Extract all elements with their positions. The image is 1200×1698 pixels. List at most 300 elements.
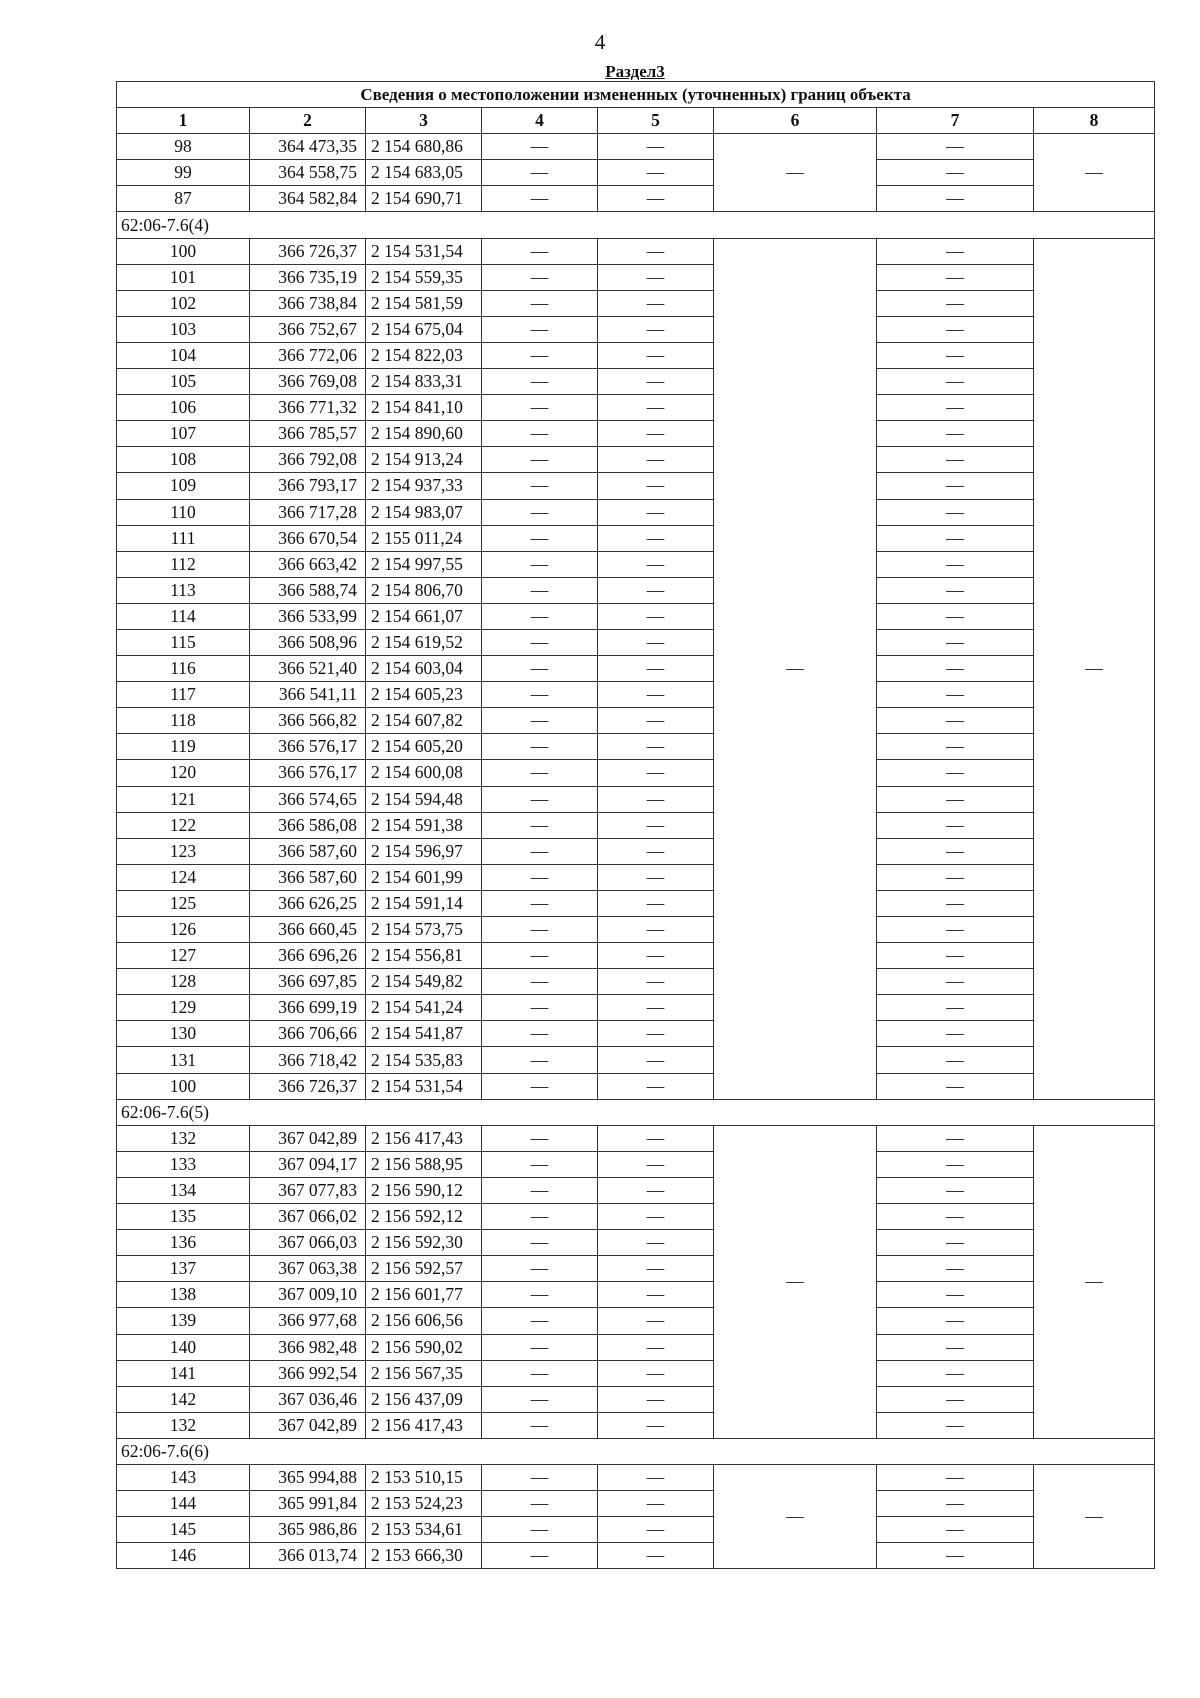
coordinate-y: 2 154 605,20 — [366, 734, 482, 760]
point-number: 122 — [117, 812, 250, 838]
coordinate-x: 366 541,11 — [250, 682, 366, 708]
point-number: 108 — [117, 447, 250, 473]
table-row — [117, 316, 1155, 342]
col4-value: — — [482, 1464, 598, 1490]
point-number: 103 — [117, 316, 250, 342]
col7-value: — — [877, 682, 1034, 708]
col5-value: — — [598, 1334, 714, 1360]
table-row — [117, 1308, 1155, 1334]
coordinate-y: 2 154 591,38 — [366, 812, 482, 838]
col7-value: — — [877, 577, 1034, 603]
col4-value: — — [482, 917, 598, 943]
coordinate-y: 2 154 591,14 — [366, 890, 482, 916]
col5-value: — — [598, 943, 714, 969]
col5-value: — — [598, 995, 714, 1021]
table-row — [117, 890, 1155, 916]
col4-value: — — [482, 1177, 598, 1203]
coordinate-y: 2 154 690,71 — [366, 186, 482, 212]
coordinate-y: 2 154 549,82 — [366, 969, 482, 995]
coordinate-y: 2 154 890,60 — [366, 421, 482, 447]
coordinate-x: 367 042,89 — [250, 1125, 366, 1151]
col7-value: — — [877, 812, 1034, 838]
coordinate-x: 366 699,19 — [250, 995, 366, 1021]
col4-value: — — [482, 577, 598, 603]
col5-value: — — [598, 134, 714, 160]
point-number: 102 — [117, 290, 250, 316]
col7-value: — — [877, 786, 1034, 812]
col7-value: — — [877, 160, 1034, 186]
point-number: 117 — [117, 682, 250, 708]
coordinate-y: 2 154 937,33 — [366, 473, 482, 499]
col8-value: — — [1034, 238, 1155, 1099]
column-header: 6 — [714, 108, 877, 134]
coordinate-x: 366 670,54 — [250, 525, 366, 551]
coordinate-x: 367 094,17 — [250, 1151, 366, 1177]
coordinate-x: 366 697,85 — [250, 969, 366, 995]
table-row — [117, 838, 1155, 864]
col5-value: — — [598, 1047, 714, 1073]
point-number: 109 — [117, 473, 250, 499]
col5-value: — — [598, 421, 714, 447]
coordinate-y: 2 153 510,15 — [366, 1464, 482, 1490]
point-number: 98 — [117, 134, 250, 160]
col4-value: — — [482, 969, 598, 995]
table-row — [117, 1125, 1155, 1151]
point-number: 100 — [117, 238, 250, 264]
table-row — [117, 629, 1155, 655]
point-number: 113 — [117, 577, 250, 603]
point-number: 144 — [117, 1491, 250, 1517]
table-row — [117, 1256, 1155, 1282]
col5-value: — — [598, 525, 714, 551]
col8-value: — — [1034, 1464, 1155, 1568]
point-number: 116 — [117, 656, 250, 682]
col5-value: — — [598, 395, 714, 421]
point-number: 112 — [117, 551, 250, 577]
col7-value: — — [877, 1177, 1034, 1203]
col7-value: — — [877, 1151, 1034, 1177]
col4-value: — — [482, 1386, 598, 1412]
col5-value: — — [598, 1021, 714, 1047]
col4-value: — — [482, 1204, 598, 1230]
col5-value: — — [598, 629, 714, 655]
table-row — [117, 943, 1155, 969]
col5-value: — — [598, 1543, 714, 1569]
point-number: 118 — [117, 708, 250, 734]
point-number: 135 — [117, 1204, 250, 1230]
point-number: 100 — [117, 1073, 250, 1099]
col5-value: — — [598, 1204, 714, 1230]
coordinate-x: 366 785,57 — [250, 421, 366, 447]
col4-value: — — [482, 421, 598, 447]
coordinate-y: 2 154 997,55 — [366, 551, 482, 577]
point-number: 125 — [117, 890, 250, 916]
col7-value: — — [877, 1282, 1034, 1308]
point-number: 130 — [117, 1021, 250, 1047]
col4-value: — — [482, 603, 598, 629]
table-row — [117, 864, 1155, 890]
col4-value: — — [482, 186, 598, 212]
table-row — [117, 447, 1155, 473]
table-row — [117, 421, 1155, 447]
coordinate-x: 366 586,08 — [250, 812, 366, 838]
table-row — [117, 1412, 1155, 1438]
coordinate-y: 2 154 603,04 — [366, 656, 482, 682]
col5-value: — — [598, 656, 714, 682]
coordinate-y: 2 156 437,09 — [366, 1386, 482, 1412]
column-header: 1 — [117, 108, 250, 134]
col7-value: — — [877, 1360, 1034, 1386]
coordinate-y: 2 156 592,30 — [366, 1230, 482, 1256]
column-header: 7 — [877, 108, 1034, 134]
col5-value: — — [598, 760, 714, 786]
point-number: 124 — [117, 864, 250, 890]
coordinate-x: 366 792,08 — [250, 447, 366, 473]
col5-value: — — [598, 186, 714, 212]
point-number: 126 — [117, 917, 250, 943]
col5-value: — — [598, 1491, 714, 1517]
col6-value: — — [714, 238, 877, 1099]
coordinate-x: 366 992,54 — [250, 1360, 366, 1386]
col4-value: — — [482, 1125, 598, 1151]
col7-value: — — [877, 499, 1034, 525]
col5-value: — — [598, 369, 714, 395]
coordinate-y: 2 156 592,57 — [366, 1256, 482, 1282]
point-number: 146 — [117, 1543, 250, 1569]
table-row — [117, 708, 1155, 734]
col4-value: — — [482, 890, 598, 916]
coordinate-x: 367 036,46 — [250, 1386, 366, 1412]
table-row — [117, 812, 1155, 838]
coordinate-y: 2 154 683,05 — [366, 160, 482, 186]
point-number: 115 — [117, 629, 250, 655]
point-number: 110 — [117, 499, 250, 525]
col5-value: — — [598, 1177, 714, 1203]
coordinate-y: 2 153 534,61 — [366, 1517, 482, 1543]
column-header: 2 — [250, 108, 366, 134]
col4-value: — — [482, 395, 598, 421]
point-number: 131 — [117, 1047, 250, 1073]
coordinate-x: 366 696,26 — [250, 943, 366, 969]
coordinate-x: 366 576,17 — [250, 734, 366, 760]
point-number: 134 — [117, 1177, 250, 1203]
coordinate-y: 2 154 531,54 — [366, 1073, 482, 1099]
table-row — [117, 682, 1155, 708]
point-number: 138 — [117, 1282, 250, 1308]
coordinate-y: 2 156 417,43 — [366, 1125, 482, 1151]
coordinate-x: 367 077,83 — [250, 1177, 366, 1203]
col4-value: — — [482, 316, 598, 342]
col4-value: — — [482, 1334, 598, 1360]
col7-value: — — [877, 1230, 1034, 1256]
coordinate-x: 366 982,48 — [250, 1334, 366, 1360]
coordinate-x: 366 738,84 — [250, 290, 366, 316]
table-row — [117, 1517, 1155, 1543]
col4-value: — — [482, 812, 598, 838]
coordinate-y: 2 154 601,99 — [366, 864, 482, 890]
table-row — [117, 290, 1155, 316]
point-number: 133 — [117, 1151, 250, 1177]
col7-value: — — [877, 708, 1034, 734]
section-label: Раздел3 — [605, 62, 665, 81]
col7-value: — — [877, 551, 1034, 577]
col7-value: — — [877, 864, 1034, 890]
col4-value: — — [482, 551, 598, 577]
col4-value: — — [482, 1360, 598, 1386]
coordinate-x: 366 013,74 — [250, 1543, 366, 1569]
coordinate-y: 2 154 605,23 — [366, 682, 482, 708]
col5-value: — — [598, 577, 714, 603]
coordinate-y: 2 154 573,75 — [366, 917, 482, 943]
col6-value: — — [714, 1125, 877, 1438]
col5-value: — — [598, 1412, 714, 1438]
coordinate-y: 2 156 588,95 — [366, 1151, 482, 1177]
table-row — [117, 1204, 1155, 1230]
coordinate-x: 366 576,17 — [250, 760, 366, 786]
col5-value: — — [598, 551, 714, 577]
table-row — [117, 656, 1155, 682]
point-number: 111 — [117, 525, 250, 551]
col4-value: — — [482, 708, 598, 734]
coordinate-y: 2 154 596,97 — [366, 838, 482, 864]
point-number: 121 — [117, 786, 250, 812]
coordinate-x: 367 063,38 — [250, 1256, 366, 1282]
coordinate-x: 366 533,99 — [250, 603, 366, 629]
col7-value: — — [877, 395, 1034, 421]
point-number: 99 — [117, 160, 250, 186]
col4-value: — — [482, 499, 598, 525]
coordinate-x: 366 587,60 — [250, 864, 366, 890]
col5-value: — — [598, 1308, 714, 1334]
col7-value: — — [877, 1204, 1034, 1230]
coordinate-x: 367 066,02 — [250, 1204, 366, 1230]
point-number: 132 — [117, 1125, 250, 1151]
col5-value: — — [598, 1151, 714, 1177]
coordinate-x: 366 793,17 — [250, 473, 366, 499]
col4-value: — — [482, 682, 598, 708]
coordinate-x: 366 588,74 — [250, 577, 366, 603]
coordinate-x: 366 726,37 — [250, 1073, 366, 1099]
col7-value: — — [877, 734, 1034, 760]
col5-value: — — [598, 1282, 714, 1308]
coordinate-x: 365 986,86 — [250, 1517, 366, 1543]
col7-value: — — [877, 995, 1034, 1021]
col8-value: — — [1034, 1125, 1155, 1438]
coordinate-x: 365 994,88 — [250, 1464, 366, 1490]
table-row — [117, 1230, 1155, 1256]
col4-value: — — [482, 786, 598, 812]
col7-value: — — [877, 838, 1034, 864]
col5-value: — — [598, 499, 714, 525]
col4-value: — — [482, 1543, 598, 1569]
col7-value: — — [877, 1464, 1034, 1490]
coordinate-y: 2 154 535,83 — [366, 1047, 482, 1073]
point-number: 142 — [117, 1386, 250, 1412]
col4-value: — — [482, 943, 598, 969]
coordinate-y: 2 154 619,52 — [366, 629, 482, 655]
coordinate-y: 2 156 567,35 — [366, 1360, 482, 1386]
col7-value: — — [877, 1047, 1034, 1073]
col5-value: — — [598, 1386, 714, 1412]
column-header: 4 — [482, 108, 598, 134]
col5-value: — — [598, 238, 714, 264]
col4-value: — — [482, 1412, 598, 1438]
col5-value: — — [598, 160, 714, 186]
coordinate-x: 366 587,60 — [250, 838, 366, 864]
table-row — [117, 1360, 1155, 1386]
col7-value: — — [877, 1543, 1034, 1569]
contour-label: 62:06-7.6(4) — [117, 212, 1155, 238]
col4-value: — — [482, 369, 598, 395]
table-row — [117, 264, 1155, 290]
col4-value: — — [482, 656, 598, 682]
col4-value: — — [482, 1151, 598, 1177]
table-row — [117, 1151, 1155, 1177]
table-row — [117, 917, 1155, 943]
col5-value: — — [598, 812, 714, 838]
coordinate-x: 366 574,65 — [250, 786, 366, 812]
coordinate-x: 366 566,82 — [250, 708, 366, 734]
col5-value: — — [598, 473, 714, 499]
coordinate-x: 366 772,06 — [250, 342, 366, 368]
table-row — [117, 1491, 1155, 1517]
table-row — [117, 786, 1155, 812]
coordinate-x: 366 706,66 — [250, 1021, 366, 1047]
coordinate-y: 2 156 601,77 — [366, 1282, 482, 1308]
table-row — [117, 134, 1155, 160]
group-header-row — [117, 1438, 1155, 1464]
col4-value: — — [482, 290, 598, 316]
group-header-row — [117, 212, 1155, 238]
coordinate-y: 2 156 590,12 — [366, 1177, 482, 1203]
col4-value: — — [482, 342, 598, 368]
col7-value: — — [877, 890, 1034, 916]
col4-value: — — [482, 1230, 598, 1256]
coordinate-x: 366 718,42 — [250, 1047, 366, 1073]
column-header: 8 — [1034, 108, 1155, 134]
column-header: 3 — [366, 108, 482, 134]
column-header-row — [117, 108, 1155, 134]
col5-value: — — [598, 734, 714, 760]
col7-value: — — [877, 1334, 1034, 1360]
point-number: 145 — [117, 1517, 250, 1543]
coordinate-x: 366 977,68 — [250, 1308, 366, 1334]
coordinate-y: 2 154 594,48 — [366, 786, 482, 812]
table-row — [117, 969, 1155, 995]
col4-value: — — [482, 134, 598, 160]
coordinate-y: 2 153 524,23 — [366, 1491, 482, 1517]
col4-value: — — [482, 160, 598, 186]
coordinate-y: 2 156 592,12 — [366, 1204, 482, 1230]
point-number: 139 — [117, 1308, 250, 1334]
point-number: 141 — [117, 1360, 250, 1386]
coordinate-x: 366 735,19 — [250, 264, 366, 290]
col7-value: — — [877, 1412, 1034, 1438]
coordinate-y: 2 154 556,81 — [366, 943, 482, 969]
boundary-coordinates-table — [116, 81, 1155, 1569]
col6-value: — — [714, 1464, 877, 1568]
col5-value: — — [598, 290, 714, 316]
col7-value: — — [877, 1491, 1034, 1517]
col7-value: — — [877, 1256, 1034, 1282]
col5-value: — — [598, 864, 714, 890]
col6-value: — — [714, 134, 877, 212]
coordinate-y: 2 154 541,87 — [366, 1021, 482, 1047]
col7-value: — — [877, 1021, 1034, 1047]
point-number: 87 — [117, 186, 250, 212]
col4-value: — — [482, 1256, 598, 1282]
col7-value: — — [877, 629, 1034, 655]
col4-value: — — [482, 473, 598, 499]
col5-value: — — [598, 917, 714, 943]
point-number: 104 — [117, 342, 250, 368]
table-row — [117, 395, 1155, 421]
point-number: 119 — [117, 734, 250, 760]
table-row — [117, 186, 1155, 212]
coordinate-x: 366 508,96 — [250, 629, 366, 655]
col7-value: — — [877, 1125, 1034, 1151]
coordinate-y: 2 154 833,31 — [366, 369, 482, 395]
col4-value: — — [482, 447, 598, 473]
col5-value: — — [598, 838, 714, 864]
col7-value: — — [877, 969, 1034, 995]
coordinate-x: 364 473,35 — [250, 134, 366, 160]
table-row — [117, 1543, 1155, 1569]
coordinate-y: 2 154 913,24 — [366, 447, 482, 473]
point-number: 143 — [117, 1464, 250, 1490]
table-title: Сведения о местоположении измененных (уточненных) границ объекта — [117, 82, 1155, 108]
coordinate-x: 366 660,45 — [250, 917, 366, 943]
point-number: 132 — [117, 1412, 250, 1438]
coordinate-y: 2 154 541,24 — [366, 995, 482, 1021]
coordinate-y: 2 154 661,07 — [366, 603, 482, 629]
table-row — [117, 1334, 1155, 1360]
table-row — [117, 551, 1155, 577]
table-row — [117, 1047, 1155, 1073]
coordinate-y: 2 154 806,70 — [366, 577, 482, 603]
coordinate-y: 2 154 600,08 — [366, 760, 482, 786]
col7-value: — — [877, 917, 1034, 943]
col7-value: — — [877, 1073, 1034, 1099]
col4-value: — — [482, 864, 598, 890]
point-number: 128 — [117, 969, 250, 995]
coordinate-y: 2 153 666,30 — [366, 1543, 482, 1569]
coordinate-y: 2 155 011,24 — [366, 525, 482, 551]
table-row — [117, 760, 1155, 786]
col7-value: — — [877, 1517, 1034, 1543]
col5-value: — — [598, 1360, 714, 1386]
col7-value: — — [877, 186, 1034, 212]
point-number: 101 — [117, 264, 250, 290]
coordinate-y: 2 156 417,43 — [366, 1412, 482, 1438]
point-number: 140 — [117, 1334, 250, 1360]
table-body — [117, 134, 1155, 1569]
table-row — [117, 577, 1155, 603]
col7-value: — — [877, 342, 1034, 368]
point-number: 114 — [117, 603, 250, 629]
col5-value: — — [598, 1125, 714, 1151]
col7-value: — — [877, 473, 1034, 499]
coordinate-x: 364 582,84 — [250, 186, 366, 212]
point-number: 137 — [117, 1256, 250, 1282]
col4-value: — — [482, 525, 598, 551]
point-number: 120 — [117, 760, 250, 786]
table-row — [117, 734, 1155, 760]
col7-value: — — [877, 525, 1034, 551]
point-number: 106 — [117, 395, 250, 421]
coordinate-y: 2 156 590,02 — [366, 1334, 482, 1360]
col4-value: — — [482, 1491, 598, 1517]
